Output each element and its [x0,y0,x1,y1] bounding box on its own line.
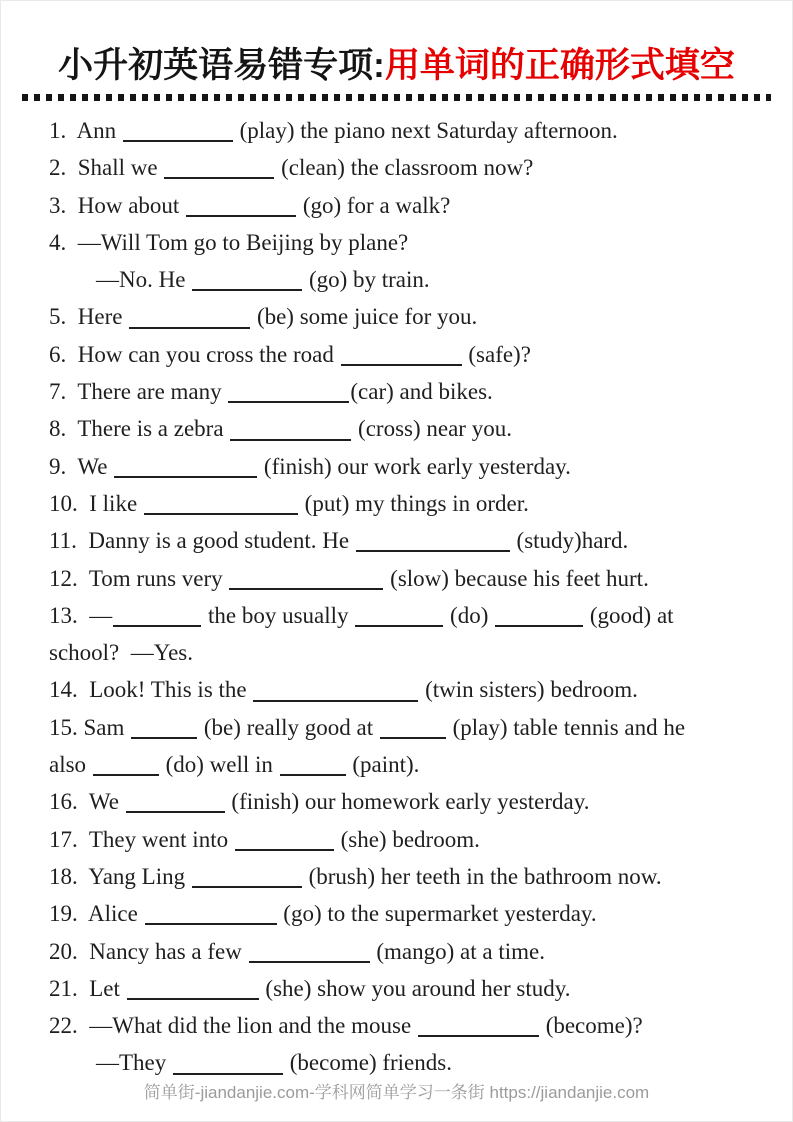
line-text: 2. Shall we [49,155,164,181]
line-text: (do) [444,602,495,628]
answer-blank [192,863,302,888]
line-text: (be) some juice for you. [251,304,478,330]
answer-blank [418,1012,539,1037]
line-text: (brush) her teeth in the bathroom now. [302,863,662,889]
line-text: (go) for a walk? [297,192,451,218]
line-text: (twin sisters) bedroom. [419,677,638,703]
answer-blank [126,788,225,813]
question-line [49,1007,764,1044]
answer-blank [164,154,274,179]
answer-blank [127,975,259,1000]
line-text: (become) friends. [284,1050,452,1076]
line-text: 6. How can you cross the road [49,341,340,367]
line-text: 4. —Will Tom go to Beijing by plane? [49,229,409,255]
line-text: 10. I like [49,490,143,516]
line-text: (play) table tennis and he [446,714,686,740]
line-text: 14. Look! This is the [49,677,253,703]
answer-blank [235,826,334,851]
line-text: —No. He [96,267,192,293]
question-line [49,224,764,261]
question-line [49,149,764,186]
question-line [49,671,764,708]
answer-blank [249,938,370,963]
line-text: 11. Danny is a good student. He [49,528,355,554]
line-text: (clean) the classroom now? [275,155,534,181]
question-line [49,933,764,970]
question-line [49,448,764,485]
line-text: 1. Ann [49,118,122,143]
question-line [49,821,764,858]
line-text: (safe)? [462,341,531,367]
dotted-divider [22,94,771,101]
line-text: (she) bedroom. [334,826,480,852]
line-text: 22. —What did the lion and the mouse [49,1013,417,1039]
line-text: (paint). [346,752,420,778]
answer-blank [192,266,302,291]
line-text: 12. Tom runs very [49,565,229,591]
line-text: —They [96,1050,173,1076]
line-text: (go) by train. [303,267,430,293]
line-text: (become)? [539,1013,643,1039]
question-line [49,187,764,224]
line-text: (car) and bikes. [350,379,493,405]
answer-blank [123,117,233,142]
answer-blank [131,714,197,739]
line-text: 13. — [49,602,113,628]
line-text: (good) at [584,602,674,628]
answer-blank [113,602,201,627]
question-line [49,336,764,373]
question-line [49,298,764,335]
question-line [49,634,764,671]
page-title-red: 用单词的正确形式填空 [384,46,735,85]
answer-blank [129,304,250,329]
line-text: the boy usually [202,602,355,628]
question-line [49,783,764,820]
line-text: (put) my things in order. [298,490,529,516]
line-text: (mango) at a time. [370,938,545,964]
answer-blank [93,751,159,776]
question-line [49,746,764,783]
line-text: (finish) our homework early yesterday. [225,789,590,815]
line-text: 9. We [49,453,114,479]
line-text: (finish) our work early yesterday. [258,453,571,479]
question-line [49,112,764,149]
answer-blank [355,602,443,627]
watermark-footer: 简单街-jiandanjie.com-学科网简单学习一条街 https://jiandanjie.com [143,1082,650,1102]
answer-blank [253,677,418,702]
answer-blank [380,714,446,739]
answer-blank [495,602,583,627]
line-text: (do) well in [159,752,279,778]
answer-blank [114,453,257,478]
answer-blank [145,900,277,925]
line-text: (she) show you around her study. [259,975,571,1001]
question-line [49,858,764,895]
question-list [1,112,792,1082]
line-text: (be) really good at [198,714,379,740]
line-text: 5. Here [49,304,129,330]
question-line [49,597,764,634]
question-line [49,261,764,298]
question-line [49,410,764,447]
answer-blank [230,416,351,441]
line-text: 15. Sam [49,714,131,740]
line-text: (slow) because his feet hurt. [384,565,649,591]
answer-blank [341,341,462,366]
question-line [49,970,764,1007]
page-title-black: 小升初英语易错专项: [58,46,385,85]
line-text: 19. Alice [49,901,144,927]
question-line [49,895,764,932]
line-text: 8. There is a zebra [49,416,230,442]
question-line [49,1044,764,1081]
line-text: school? —Yes. [49,640,193,666]
question-line [49,560,764,597]
page-title [1,47,792,85]
line-text: (go) to the supermarket yesterday. [277,901,597,927]
line-text: 18. Yang Ling [49,863,191,889]
question-line [49,522,764,559]
answer-blank [186,192,296,217]
line-text: 3. How about [49,192,186,218]
line-text: also [49,752,92,778]
line-text: 20. Nancy has a few [49,938,248,964]
answer-blank [144,490,298,515]
answer-blank [229,565,383,590]
line-text: (cross) near you. [352,416,512,442]
question-line [49,373,764,410]
question-line [49,485,764,522]
answer-blank [173,1050,283,1075]
line-text: (study)hard. [510,528,629,554]
line-text: 17. They went into [49,826,234,852]
line-text: 16. We [49,789,125,815]
answer-blank [356,527,510,552]
line-text: 21. Let [49,975,126,1001]
answer-blank [280,751,346,776]
line-text: (play) the piano next Saturday afternoon. [233,118,618,143]
question-line [49,709,764,746]
line-text: 7. There are many [49,379,228,405]
answer-blank [228,378,349,403]
